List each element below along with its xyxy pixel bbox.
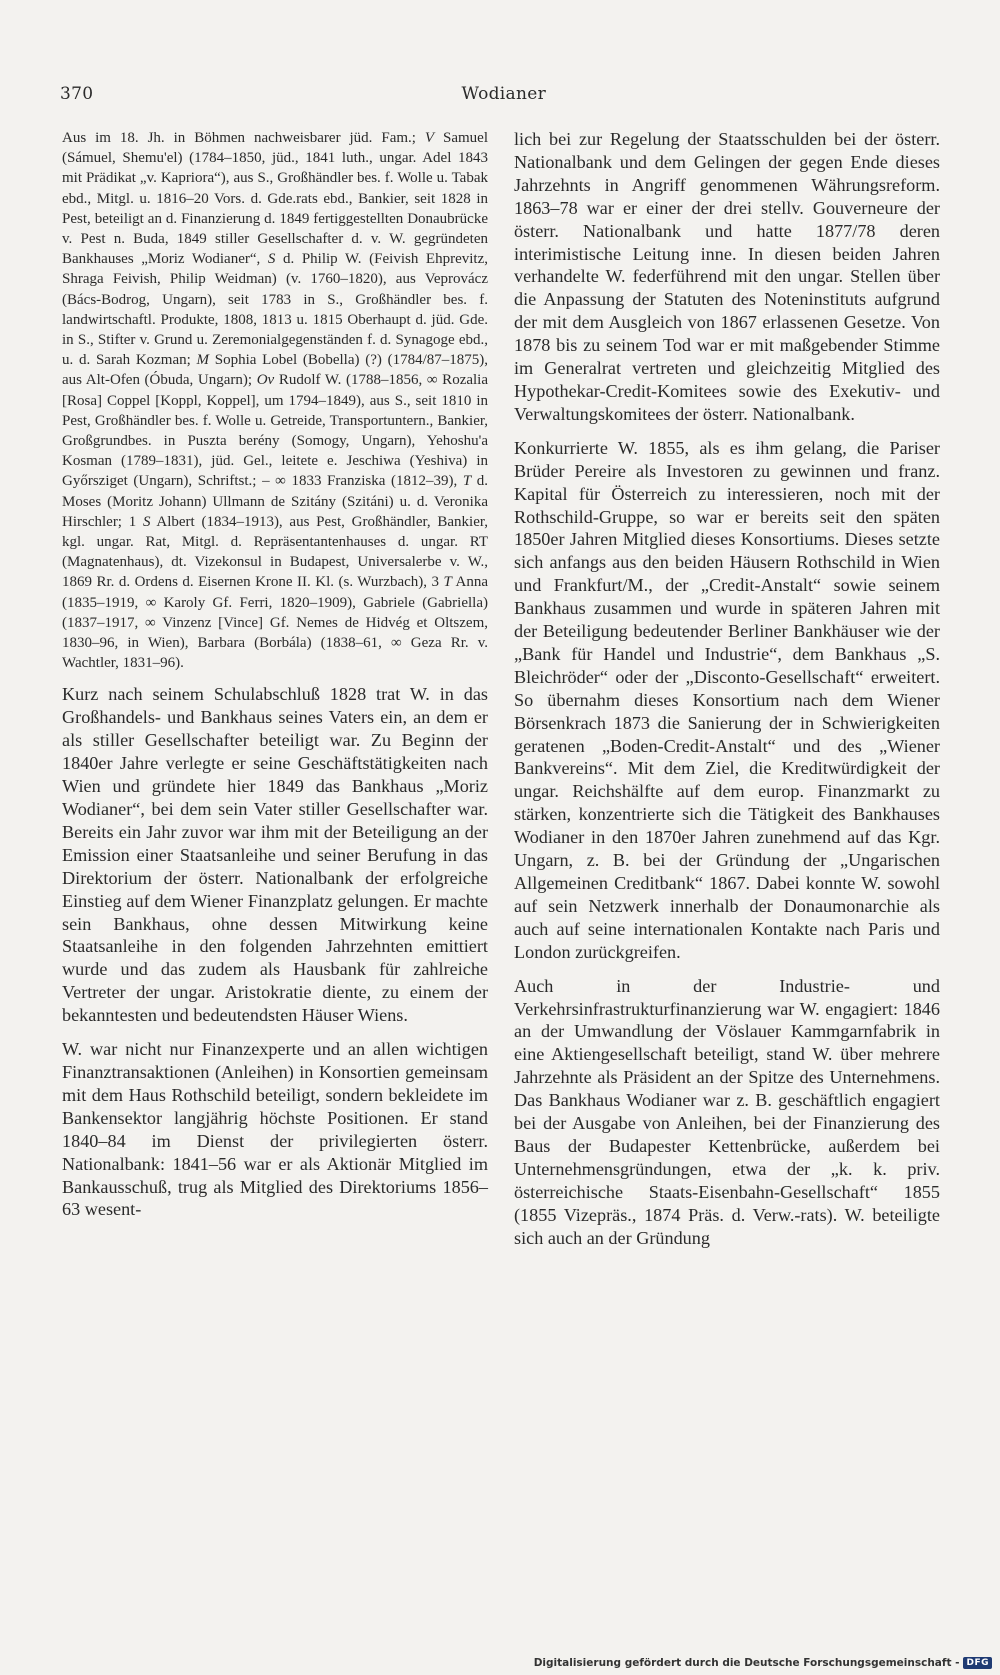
page-number: 370 — [60, 84, 94, 104]
genealogy-text: Albert (1834–1913), aus Pest, Großhändler, Bankier, kgl. ungar. Rat, Mitgl. d. Repräsentantenhauses d. ungar. RT (Magnatenhaus), dt. Vizekonsul in Budapest, Universalerbe v. W., 1869 Rr. d. Ordens d. Eisernen Krone II. Kl. (s. Wurzbach), 3 — [62, 513, 488, 591]
genealogy-abbrev: S — [142, 513, 151, 530]
genealogy-text: d. Moses (Moritz Johann) Ullmann de Szitány (Szitáni) u. d. Veronika Hirschler; 1 — [62, 473, 489, 530]
genealogy-text: Samuel (Sámuel, Shemu'el) (1784–1850, jüd., 1841 luth., ungar. Adel 1843 mit Prädikat „v. Kapriora“), aus S., Großhändler bes. f. Wolle u. Tabak ebd., Mitgl. u. 1816–20 Vors. d. Gde.rats ebd., Bankier, seit 1828 in Pest, beteiligt an d. Finanzierung d. 1849 fertiggestellten Donaubrücke v. Pest n. Buda, 1849 stiller Gesellschafter d. v. W. gegründeten Bankhauses „Moriz Wodianer“, — [62, 130, 488, 268]
paragraph: lich bei zur Regelung der Staatsschulden bei der österr. Nationalbank und dem Gelingen der gegen Ende dieses Jahrzehnts in Angriff genommenen Währungsreform. 1863–78 war er einer der drei stellv. Gouverneure der österr. Nationalbank und hatte 1877/78 deren interimistische Leitung inne. In diesen beiden Jahren verhandelte W. federführend mit den ungar. Stellen über die Anpassung der Statuten des Noteninstituts aufgrund der mit dem Ausgleich von 1867 erlassenen Gesetze. Von 1878 bis zu seinem Tod war er mit maßgebender Stimme im Generalrat vertreten und gleichzeitig Mitglied des Hypothekar-Credit-Komitees sowie des Exekutiv- und Verwaltungskomitees der österr. Nationalbank. — [514, 129, 940, 424]
genealogy-text: Aus im 18. Jh. in Böhmen nachweisbarer jüd. Fam.; — [62, 130, 425, 146]
right-column — [514, 128, 940, 1250]
paragraph: Kurz nach seinem Schulabschluß 1828 trat W. in das Großhandels- und Bankhaus seines Vaters ein, an dem er als stiller Gesellschafter beteiligt war. Zu Beginn der 1840er Jahre verlegte er seine Geschäftstätigkeiten nach Wien und gründete hier 1849 das Bankhaus „Moriz Wodianer“, bei dem sein Vater stiller Gesellschafter war. Bereits ein Jahr zuvor war ihm mit der Beteiligung an der Emission einer Staatsanleihe und seiner Berufung in das Direktorium der österr. Nationalbank der erfolgreiche Einstieg auf dem Wiener Finanzplatz gelungen. Er machte sein Bankhaus, ohne dessen Mitwirkung keine Staatsanleihe in den folgenden Jahrzehnten emittiert wurde und das zudem als Hausbank für zahlreiche Vertreter der ungar. Aristokratie diente, zu einem der bekanntesten und bedeutendsten Häuser Wiens. — [62, 684, 488, 1026]
paragraph: Konkurrierte W. 1855, als es ihm gelang, die Pariser Brüder Pereire als Investoren zu gewinnen und franz. Kapital für Österreich zu interessieren, noch mit der Rothschild-Gruppe, so war er bereits seit den späten 1850er Jahren Mitglied dieses Konsortiums. Dieses setzte sich anfangs aus den beiden Häusern Rothschild in Wien und Frankfurt/M., der „Credit-Anstalt“ sowie seinem Bankhaus zusammen und wurde in späteren Jahren mit der Beteiligung bedeutender Berliner Bankhäuser wie der „Bank für Handel und Industrie“, dem Bankhaus „S. Bleichröder“ oder der „Disconto-Gesellschaft“ erweitert. So übernahm dieses Konsortium nach dem Wiener Börsenkrach 1873 die Sanierung der in Schwierigkeiten geratenen „Boden-Credit-Anstalt“ und des „Wiener Bankvereins“. Mit dem Ziel, die Kreditwürdigkeit der ungar. Reichshälfte auf dem europ. Finanzmarkt zu stärken, konzentrierte sich die Tätigkeit des Bankhauses Wodianer in den 1870er Jahren zunehmend auf das Kgr. Ungarn, z. B. bei der Gründung der „Ungarischen Allgemeinen Creditbank“ 1867. Dabei konnte W. sowohl auf sein Netzwerk innerhalb der Donaumonarchie als auch auf seine internationalen Kontakte nach Paris und London zurückgreifen. — [514, 437, 940, 962]
genealogy-abbrev: T — [462, 473, 472, 490]
paragraph: W. war nicht nur Finanzexperte und an allen wichtigen Finanztransaktionen (Anleihen) in Konsortien gemeinsam mit dem Haus Rothschild beteiligt, sondern bekleidete im Bankensektor langjährig höchste Positionen. Er stand 1840–84 im Dienst der privilegierten österr. Nationalbank: 1841–56 war er als Aktionär Mitglied im Bankausschuß, trug als Mitglied des Direktoriums 1856–63 wesent- — [62, 1039, 488, 1220]
genealogy-abbrev: T — [443, 574, 452, 591]
digitization-footer — [534, 1657, 992, 1669]
genealogy-abbrev: S — [267, 251, 276, 268]
page-header — [60, 84, 546, 104]
dfg-logo: DFG — [963, 1657, 992, 1669]
genealogy-abbrev: M — [196, 352, 210, 369]
paragraph: Auch in der Industrie- und Verkehrsinfrastrukturfinanzierung war W. engagiert: 1846 an der Umwandlung der Vöslauer Kammgarnfabrik in eine Aktiengesellschaft beteiligt, stand W. über mehrere Jahrzehnte als Präsident an der Spitze des Unternehmens. Das Bankhaus Wodianer war z. B. geschäftlich engagiert bei der Ausgabe von Anleihen, bei der Finanzierung des Baus der Budapester Kettenbrücke, außerdem bei Unternehmensgründungen, etwa der „k. k. priv. österreichische Staats-Eisenbahn-Gesellschaft“ 1855 (1855 Vizepräs., 1874 Präs. d. Verw.-rats). W. beteiligte sich auch an der Gründung — [514, 975, 940, 1248]
genealogy-abbrev: Ov — [256, 372, 275, 389]
genealogy-text: Anna (1835–1919, ∞ Karoly Gf. Ferri, 1820–1909), Gabriele (Gabriella) (1837–1917, ∞ Vinzenz [Vince] Gf. Nemes de Hidvég et Oltszem, 1830–96, in Wien), Barbara (Borbála) (1838–61, ∞ Geza Rr. v. Wachtler, 1831–96). — [62, 574, 488, 672]
genealogy-text: d. Philip W. (Feivish Ehprevitz, Shraga Feivish, Philip Weidman) (v. 1760–1820), aus Veprovácz (Bács-Bodrog, Ungarn), seit 1783 in S., Großhändler bes. f. landwirtschaftl. Produkte, 1808, 1813 u. 1815 Oberhaupt d. jüd. Gde. in S., Stifter v. Grund u. Zeremonialgegenständen f. d. Synagoge ebd., u. d. Sarah Kozman; — [62, 251, 488, 369]
running-title: Wodianer — [461, 84, 546, 104]
genealogy-block — [62, 128, 488, 673]
footer-text: Digitalisierung gefördert durch die Deutsche Forschungsgemeinschaft - — [533, 1657, 960, 1669]
genealogy-text: Rudolf W. (1788–1856, ∞ Rozalia [Rosa] Coppel [Koppl, Koppel], um 1794–1849), aus S., seit 1810 in Pest, Großhändler bes. f. Wolle u. Getreide, Transportuntern., Bankier, Großgrundbes. in Puszta berény (Somogy, Ungarn), Yehoshu'a Kosman (1789–1831), jüd. Gel., leitete e. Jeschiwa (Yeshiva) in Győrsziget (Ungarn), Schriftst.; – ∞ 1833 Franziska (1812–39), — [62, 372, 488, 490]
left-column — [62, 128, 488, 1221]
genealogy-abbrev: V — [424, 130, 435, 146]
genealogy-text: Sophia Lobel (Bobella) (?) (1784/87–1875), aus Alt-Ofen (Óbuda, Ungarn); — [62, 352, 488, 389]
